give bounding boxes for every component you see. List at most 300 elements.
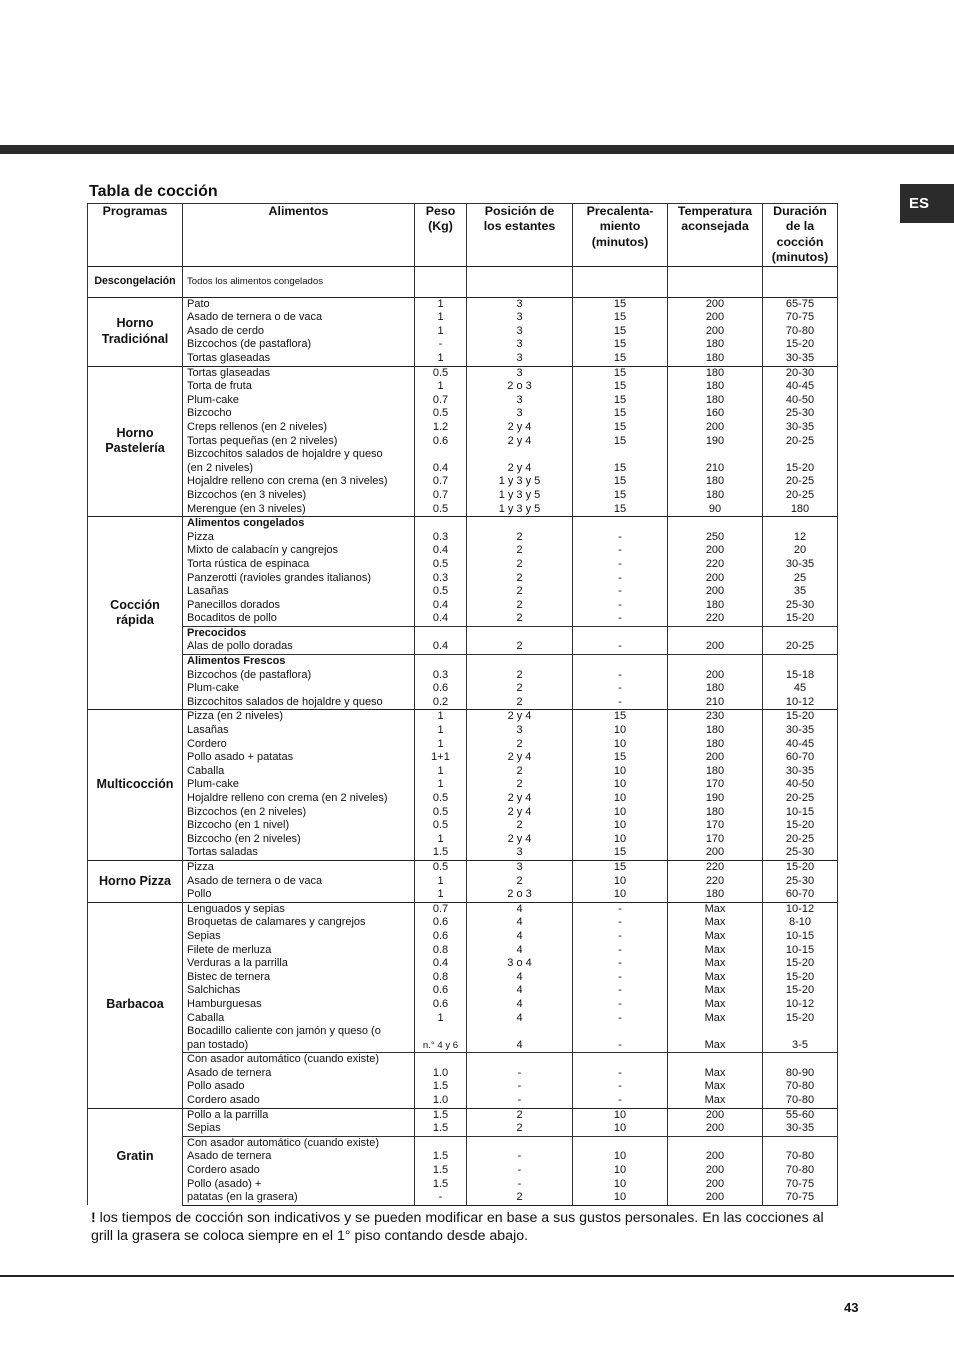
value-line: 0.3: [432, 530, 449, 543]
value-line: 2: [516, 612, 523, 625]
cell-peso: [415, 1136, 467, 1205]
value-line: 0.4: [432, 598, 449, 611]
header-posicion: Posición de los estantes: [467, 204, 573, 267]
value-line: [415, 1053, 466, 1067]
cell-food: [183, 1053, 415, 1108]
value-line: 80-90: [785, 1066, 815, 1079]
value-line: 210: [705, 695, 725, 708]
value-line: [573, 655, 667, 669]
value-line: 15: [613, 297, 627, 310]
value-line: 4: [516, 997, 523, 1010]
value-line: 70-80: [785, 1164, 815, 1177]
value-line: 220: [705, 612, 725, 625]
value-line: 210: [705, 461, 725, 474]
cell-dur: [763, 860, 838, 902]
cell-pre: [573, 517, 668, 627]
value-line: -: [618, 585, 622, 598]
note-text: los tiempos de cocción son indicativos y se pueden modificar en base a sus gustos personales. En las cocciones al grill la grasera se coloca siempre en el 1° piso contando desde abajo.: [91, 1210, 824, 1244]
food-line: Plum-cake: [187, 393, 239, 406]
value-line: [415, 627, 466, 641]
value-line: 3: [516, 846, 523, 859]
value-line: 0.6: [432, 434, 449, 447]
food-line: Plum-cake: [187, 778, 239, 791]
value-line: 4: [516, 943, 523, 956]
value-line: 0.6: [432, 984, 449, 997]
cell-pos: [467, 710, 573, 861]
value-line: 2 y 4: [507, 461, 532, 474]
value-line: 200: [705, 324, 725, 337]
value-line: 1: [437, 352, 444, 364]
value-line: [415, 1137, 466, 1151]
value-line: -: [517, 1080, 522, 1093]
value-line: 0.3: [432, 668, 449, 681]
value-line: 1: [437, 297, 444, 310]
value-line: 0.4: [432, 640, 449, 653]
program-name: Horno Tradiciónal: [88, 297, 183, 366]
value-line: 15: [613, 366, 627, 379]
cell-peso: [415, 902, 467, 1053]
table-row: [88, 517, 838, 627]
value-line: 2 y 4: [507, 434, 532, 447]
value-line: 30-35: [785, 420, 815, 433]
food-line: Lasañas: [187, 724, 229, 737]
value-line: 10: [613, 778, 627, 791]
cell-dur: [763, 297, 838, 366]
value-line: 10: [613, 1191, 627, 1204]
value-line: Max: [704, 957, 726, 970]
value-line: -: [618, 640, 622, 653]
food-line: Sepias: [187, 929, 221, 942]
value-line: 170: [705, 832, 725, 845]
value-line: -: [618, 984, 622, 997]
cell-peso: [415, 266, 467, 297]
food-line: Cordero asado: [187, 1094, 260, 1107]
food-line: Asado de ternera: [187, 1066, 272, 1079]
value-line: 10: [613, 832, 627, 845]
value-line: 200: [705, 1191, 725, 1204]
food-line: Alas de pollo doradas: [187, 640, 293, 653]
value-line: -: [438, 1191, 443, 1204]
value-line: 3: [516, 297, 523, 310]
cell-pre: [573, 1053, 668, 1108]
value-line: 20-25: [785, 488, 815, 501]
value-line: [668, 627, 762, 641]
value-line: Max: [704, 1080, 726, 1093]
cooking-note: [91, 1210, 831, 1245]
value-line: 200: [705, 420, 725, 433]
food-line: Plum-cake: [187, 682, 239, 695]
cell-food: [183, 902, 415, 1053]
cell-pos: [467, 1136, 573, 1205]
value-line: 1.5: [432, 1122, 449, 1135]
value-line: 1.5: [432, 1108, 449, 1121]
value-line: 12: [793, 530, 807, 543]
food-line: Pollo a la parrilla: [187, 1108, 269, 1121]
value-line: 3: [516, 860, 523, 873]
value-line: 3: [516, 352, 523, 364]
value-line: -: [438, 338, 443, 351]
cell-pre: [573, 902, 668, 1053]
food-line: Sepias: [187, 1122, 221, 1135]
value-line: Max: [704, 997, 726, 1010]
food-line: Cordero: [187, 737, 227, 750]
food-line: Pollo asado: [187, 1080, 245, 1093]
value-line: 15-20: [785, 970, 815, 983]
food-line: Bizcochos (de pastaflora): [187, 338, 312, 351]
value-line: -: [618, 997, 622, 1010]
value-line: [467, 627, 572, 641]
header-alimentos: Alimentos: [183, 204, 415, 267]
value-line: 3 o 4: [507, 957, 532, 970]
value-line: 20: [793, 544, 807, 557]
value-line: 180: [705, 380, 725, 393]
value-line: [573, 1053, 667, 1067]
value-line: 10-15: [785, 805, 815, 818]
table-row: [88, 626, 838, 654]
header-precalentamiento: Precalenta- miento (minutos): [573, 204, 668, 267]
program-name: Horno Pizza: [88, 860, 183, 902]
value-line: 15: [613, 846, 627, 859]
value-line: 25: [793, 571, 807, 584]
value-line: 15-20: [785, 819, 815, 832]
value-line: 25-30: [785, 407, 815, 420]
value-line: 200: [705, 751, 725, 764]
value-line: 0.5: [432, 805, 449, 818]
value-line: 170: [705, 819, 725, 832]
value-line: 0.6: [432, 929, 449, 942]
value-line: 0.6: [432, 682, 449, 695]
value-line: 15: [613, 338, 627, 351]
page-number: 43: [844, 1300, 859, 1315]
value-line: 1.5: [432, 1080, 449, 1093]
value-line: 1+1: [431, 751, 450, 764]
value-line: 10: [613, 1108, 627, 1121]
value-line: 1: [437, 832, 444, 845]
value-line: 10-15: [785, 929, 815, 942]
value-line: 15: [613, 393, 627, 406]
value-line: 2: [516, 778, 523, 791]
cell-dur: [763, 517, 838, 627]
cell-food: [183, 266, 415, 297]
value-line: 20-25: [785, 434, 815, 447]
bottom-rule: [0, 1275, 954, 1277]
value-line: 2: [516, 874, 523, 887]
table-row: [88, 655, 838, 710]
value-line: 60-70: [785, 751, 815, 764]
food-line: Cordero asado: [187, 1164, 260, 1177]
food-line: Lasañas: [187, 585, 229, 598]
value-line: 4: [516, 970, 523, 983]
header-programas: Programas: [88, 204, 183, 267]
value-line: 2: [516, 557, 523, 570]
value-line: [415, 275, 466, 289]
cell-pre: [573, 1108, 668, 1136]
value-line: [763, 1053, 837, 1067]
value-line: Max: [704, 1094, 726, 1107]
value-line: 15: [613, 502, 627, 515]
value-line: 200: [705, 640, 725, 653]
value-line: 180: [705, 888, 725, 901]
cell-peso: [415, 1108, 467, 1136]
value-line: 1 y 3 y 5: [498, 502, 541, 515]
cell-dur: [763, 366, 838, 517]
food-line: Bizcochos (de pastaflora): [187, 668, 312, 681]
value-line: 4: [516, 984, 523, 997]
value-line: 200: [705, 1150, 725, 1163]
value-line: -: [618, 916, 622, 929]
table-row: [88, 710, 838, 861]
value-line: 20-30: [785, 366, 815, 379]
value-line: [763, 1025, 837, 1039]
food-line: Bizcochos (en 2 niveles): [187, 805, 307, 818]
value-line: Max: [704, 902, 726, 915]
value-line: 1.5: [432, 1150, 449, 1163]
food-line: Bocadillo caliente con jamón y queso (o: [187, 1025, 381, 1038]
value-line: 0.2: [432, 695, 449, 708]
value-line: 10-15: [785, 943, 815, 956]
value-line: 2 y 4: [507, 792, 532, 804]
value-line: [467, 1025, 572, 1039]
value-line: 0.5: [432, 407, 449, 420]
value-line: 180: [790, 502, 810, 515]
value-line: -: [517, 1150, 522, 1163]
value-line: 15-20: [785, 338, 815, 351]
value-line: 180: [705, 764, 725, 777]
value-line: 10-12: [785, 695, 815, 708]
cell-temp: [668, 517, 763, 627]
cell-pre: [573, 626, 668, 654]
value-line: 25-30: [785, 846, 815, 859]
value-line: 200: [705, 297, 725, 310]
value-line: 15: [613, 710, 627, 723]
value-line: [415, 1025, 466, 1039]
value-line: 15-20: [785, 957, 815, 970]
table-row: [88, 366, 838, 517]
value-line: 2: [516, 1191, 523, 1204]
value-line: 20-25: [785, 475, 815, 488]
value-line: 250: [705, 530, 725, 543]
value-line: 10: [613, 737, 627, 750]
value-line: 65-75: [785, 297, 815, 310]
value-line: 2: [516, 819, 523, 832]
value-line: 10: [613, 874, 627, 887]
value-line: 0.4: [432, 957, 449, 970]
value-line: 15-20: [785, 612, 815, 625]
value-line: 20-25: [785, 792, 815, 804]
value-line: 200: [705, 1177, 725, 1190]
value-line: 2: [516, 1122, 523, 1135]
value-line: Max: [704, 1038, 726, 1051]
cell-temp: [668, 297, 763, 366]
cell-food: [183, 710, 415, 861]
food-line: Asado de cerdo: [187, 324, 265, 337]
value-line: 1.0: [432, 1066, 449, 1079]
value-line: 2: [516, 544, 523, 557]
value-line: 2: [516, 530, 523, 543]
food-line: Pizza: [187, 860, 214, 873]
food-line: Merengue (en 3 niveles): [187, 502, 306, 515]
value-line: [467, 1053, 572, 1067]
value-line: 2: [516, 682, 523, 695]
value-line: 180: [705, 488, 725, 501]
cell-temp: [668, 655, 763, 710]
cell-peso: [415, 626, 467, 654]
value-line: 30-35: [785, 352, 815, 364]
value-line: 200: [705, 544, 725, 557]
program-name: Descongelación: [88, 266, 183, 297]
value-line: 15: [613, 324, 627, 337]
value-line: 220: [705, 874, 725, 887]
food-line: Torta rústica de espinaca: [187, 557, 310, 570]
value-line: 25-30: [785, 874, 815, 887]
food-line: Filete de merluza: [187, 943, 272, 956]
table-row: [88, 1108, 838, 1136]
header-duracion: Duración de la cocción (minutos): [763, 204, 838, 267]
value-line: 3: [516, 338, 523, 351]
value-line: [415, 517, 466, 531]
value-line: 10-12: [785, 902, 815, 915]
value-line: 0.5: [432, 502, 449, 515]
language-tab: ES: [900, 184, 954, 223]
value-line: 15: [613, 488, 627, 501]
value-line: 15: [613, 407, 627, 420]
value-line: 190: [705, 434, 725, 447]
food-line: Todos los alimentos congelados: [187, 275, 323, 287]
value-line: 3-5: [792, 1038, 808, 1051]
value-line: -: [618, 957, 622, 970]
food-line: Bizcocho (en 1 nivel): [187, 819, 290, 832]
cell-dur: [763, 902, 838, 1053]
cell-temp: [668, 366, 763, 517]
value-line: 15-20: [785, 710, 815, 723]
value-line: 0.8: [432, 970, 449, 983]
food-line: Salchichas: [187, 984, 241, 997]
value-line: 180: [705, 366, 725, 379]
cell-pre: [573, 1136, 668, 1205]
value-line: [573, 627, 667, 641]
food-line: Bizcochitos salados de hojaldre y queso: [187, 695, 383, 708]
food-line: Caballa: [187, 1011, 225, 1024]
cell-peso: [415, 710, 467, 861]
value-line: 200: [705, 311, 725, 324]
value-line: 200: [705, 585, 725, 598]
value-line: 10: [613, 764, 627, 777]
cell-pos: [467, 1053, 573, 1108]
food-line: Hojaldre relleno con crema (en 3 niveles): [187, 475, 388, 488]
value-line: [763, 627, 837, 641]
value-line: -: [618, 929, 622, 942]
value-line: [668, 1053, 762, 1067]
value-line: -: [618, 943, 622, 956]
value-line: 40-50: [785, 393, 815, 406]
value-line: 10: [613, 819, 627, 832]
value-line: 1: [437, 710, 444, 723]
cell-temp: [668, 902, 763, 1053]
value-line: 30-35: [785, 764, 815, 777]
cell-temp: [668, 860, 763, 902]
value-line: 200: [705, 1108, 725, 1121]
value-line: 1: [437, 324, 444, 337]
note-mark: !: [91, 1210, 96, 1226]
value-line: 0.5: [432, 819, 449, 832]
cell-pos: [467, 655, 573, 710]
food-line: Alimentos congelados: [187, 517, 305, 530]
food-line: Tortas saladas: [187, 846, 258, 859]
value-line: [573, 448, 667, 462]
cell-peso: [415, 517, 467, 627]
value-line: 3: [516, 407, 523, 420]
program-name: Cocción rápida: [88, 517, 183, 710]
value-line: 0.6: [432, 916, 449, 929]
value-line: 15: [613, 380, 627, 393]
food-line: Tortas glaseadas: [187, 366, 271, 379]
value-line: 200: [705, 1122, 725, 1135]
table-row: [88, 860, 838, 902]
value-line: Max: [704, 1011, 726, 1024]
cell-food: [183, 366, 415, 517]
value-line: 1: [437, 380, 444, 393]
food-line: Pollo asado + patatas: [187, 751, 294, 764]
value-line: 0.4: [432, 461, 449, 474]
value-line: Max: [704, 916, 726, 929]
value-line: 8-10: [788, 916, 812, 929]
value-line: -: [618, 1011, 622, 1024]
cell-food: [183, 860, 415, 902]
cell-pos: [467, 860, 573, 902]
table-row: [88, 297, 838, 366]
value-line: 70-80: [785, 1094, 815, 1107]
cell-pos: [467, 902, 573, 1053]
value-line: 3: [516, 724, 523, 737]
cell-temp: [668, 266, 763, 297]
value-line: 30-35: [785, 557, 815, 570]
value-line: 1: [437, 778, 444, 791]
value-line: -: [618, 970, 622, 983]
value-line: 1.5: [432, 1164, 449, 1177]
value-line: 30-35: [785, 724, 815, 737]
value-line: -: [618, 557, 622, 570]
value-line: 70-80: [785, 1150, 815, 1163]
value-line: 15: [613, 311, 627, 324]
value-line: 4: [516, 929, 523, 942]
value-line: 220: [705, 860, 725, 873]
value-line: 15: [613, 434, 627, 447]
value-line: 10: [613, 1122, 627, 1135]
cell-temp: [668, 1053, 763, 1108]
value-line: [668, 1137, 762, 1151]
cell-peso: [415, 297, 467, 366]
value-line: -: [618, 1094, 622, 1107]
value-line: [763, 448, 837, 462]
value-line: 180: [705, 598, 725, 611]
value-line: 10: [613, 1164, 627, 1177]
header-temperatura: Temperatura aconsejada: [668, 204, 763, 267]
program-name: Gratin: [88, 1108, 183, 1205]
value-line: 190: [705, 792, 725, 804]
table-row: [88, 266, 838, 297]
value-line: [668, 655, 762, 669]
food-line: pan tostado): [187, 1038, 249, 1051]
value-line: [415, 655, 466, 669]
value-line: 2: [516, 585, 523, 598]
program-name: Horno Pastelería: [88, 366, 183, 517]
value-line: 0.7: [432, 902, 449, 915]
food-line: Bizcochos (en 3 niveles): [187, 488, 307, 501]
food-line: Precocidos: [187, 626, 247, 639]
value-line: 160: [705, 407, 725, 420]
cell-temp: [668, 1108, 763, 1136]
value-line: -: [618, 695, 622, 708]
